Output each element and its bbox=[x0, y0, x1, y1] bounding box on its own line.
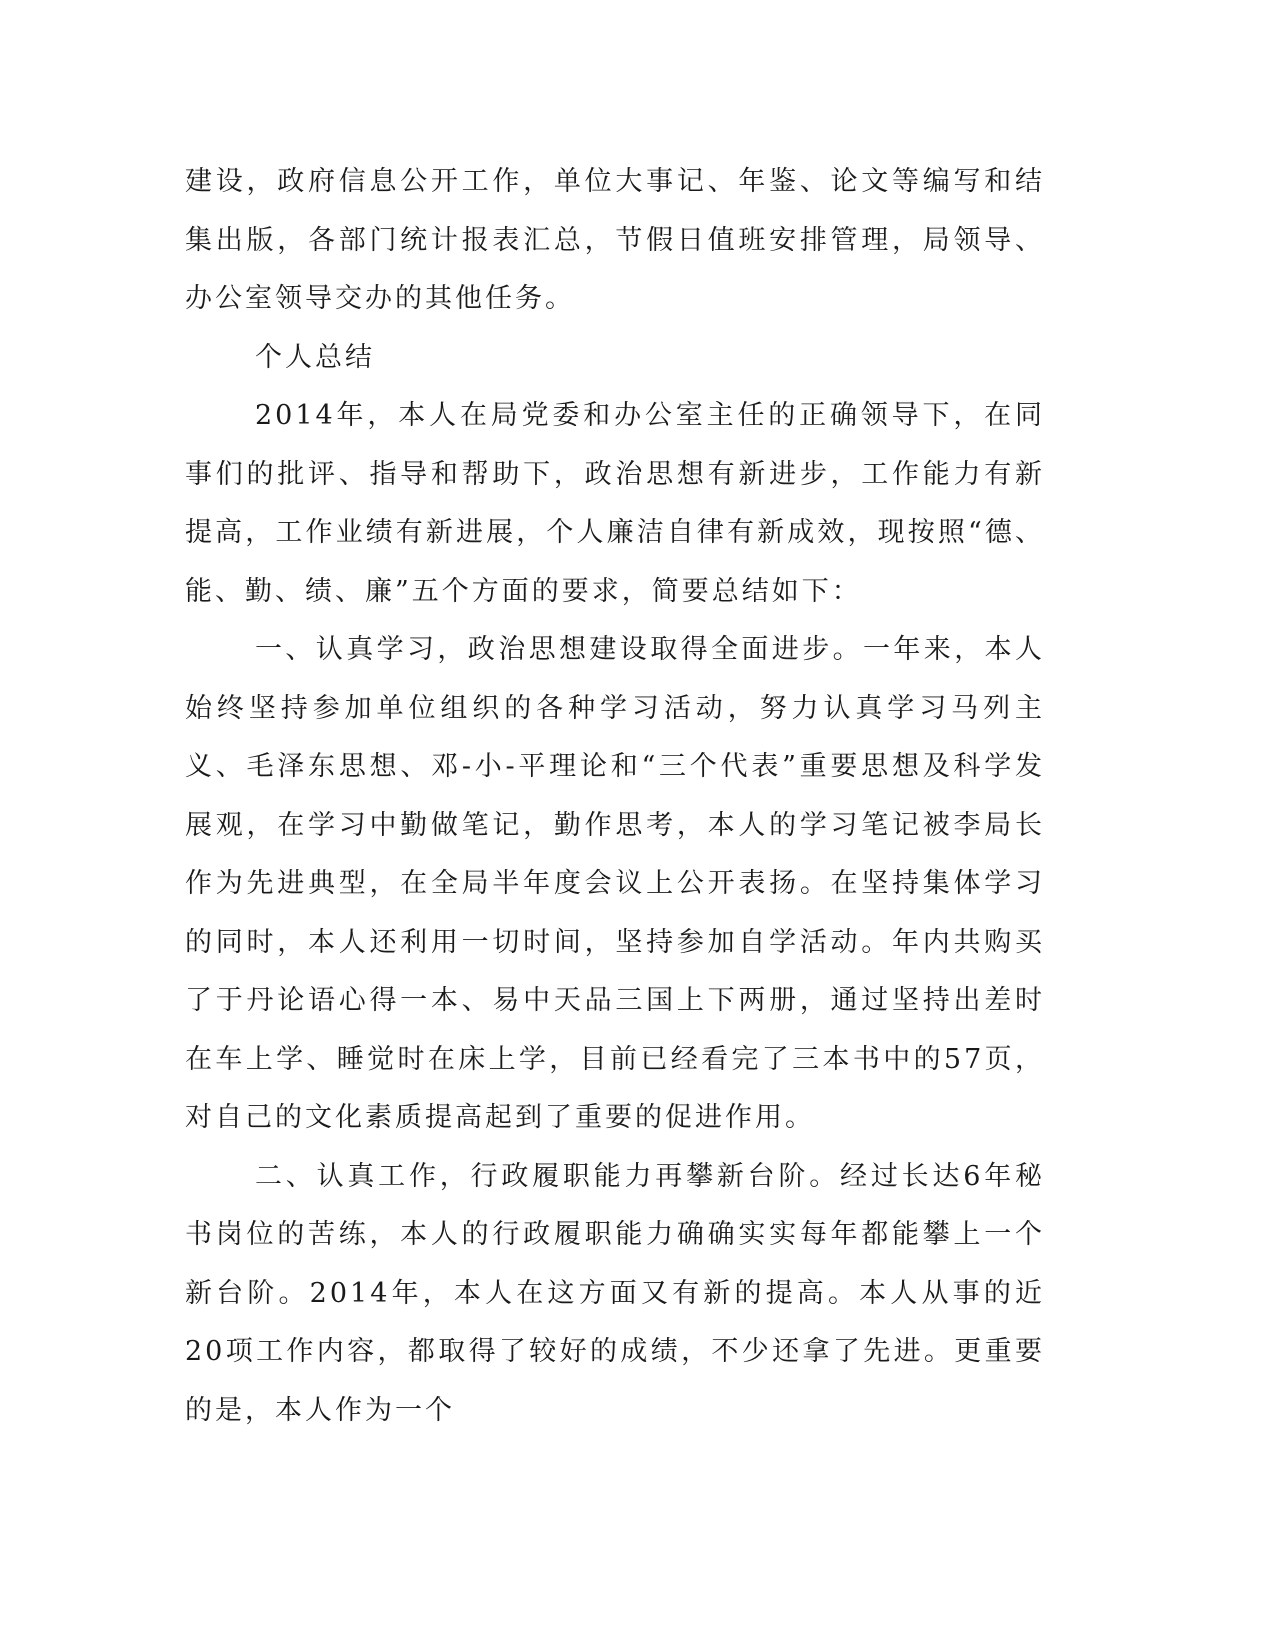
paragraph-duties-continued: 建设，政府信息公开工作，单位大事记、年鉴、论文等编写和结集出版，各部门统计报表汇总，节假日值班安排管理，局领导、办公室领导交办的其他任务。 bbox=[185, 166, 1045, 314]
section-heading-personal-summary: 个人总结 bbox=[255, 341, 375, 373]
paragraph-study: 一、认真学习，政治思想建设取得全面进步。一年来，本人始终坚持参加单位组织的各种学习活动，努力认真学习马列主义、毛泽东思想、邓-小-平理论和“三个代表”重要思想及科学发展观，在学习中勤做笔记，勤作思考，本人的学习笔记被李局长作为先进典型，在全局半年度会议上公开表扬。在坚持集体学习的同时，本人还利用一切时间，坚持参加自学活动。年内共购买了于丹论语心得一本、易中天品三国上下两册，通过坚持出差时在车上学、睡觉时在床上学，目前已经看完了三本书中的57页，对自己的文化素质提高起到了重要的促进作用。 bbox=[185, 634, 1045, 1133]
paragraph-work: 二、认真工作，行政履职能力再攀新台阶。经过长达6年秘书岗位的苦练，本人的行政履职能力确确实实每年都能攀上一个新台阶。2014年，本人在这方面又有新的提高。本人从事的近20项工作内容，都取得了较好的成绩，不少还拿了先进。更重要的是，本人作为一个 bbox=[185, 1160, 1045, 1426]
document-body bbox=[185, 153, 1045, 1440]
paragraph-summary-intro: 2014年，本人在局党委和办公室主任的正确领导下，在同事们的批评、指导和帮助下，政治思想有新进步，工作能力有新提高，工作业绩有新进展，个人廉洁自律有新成效，现按照“德、能、勤、绩、廉”五个方面的要求，简要总结如下： bbox=[185, 400, 1045, 607]
